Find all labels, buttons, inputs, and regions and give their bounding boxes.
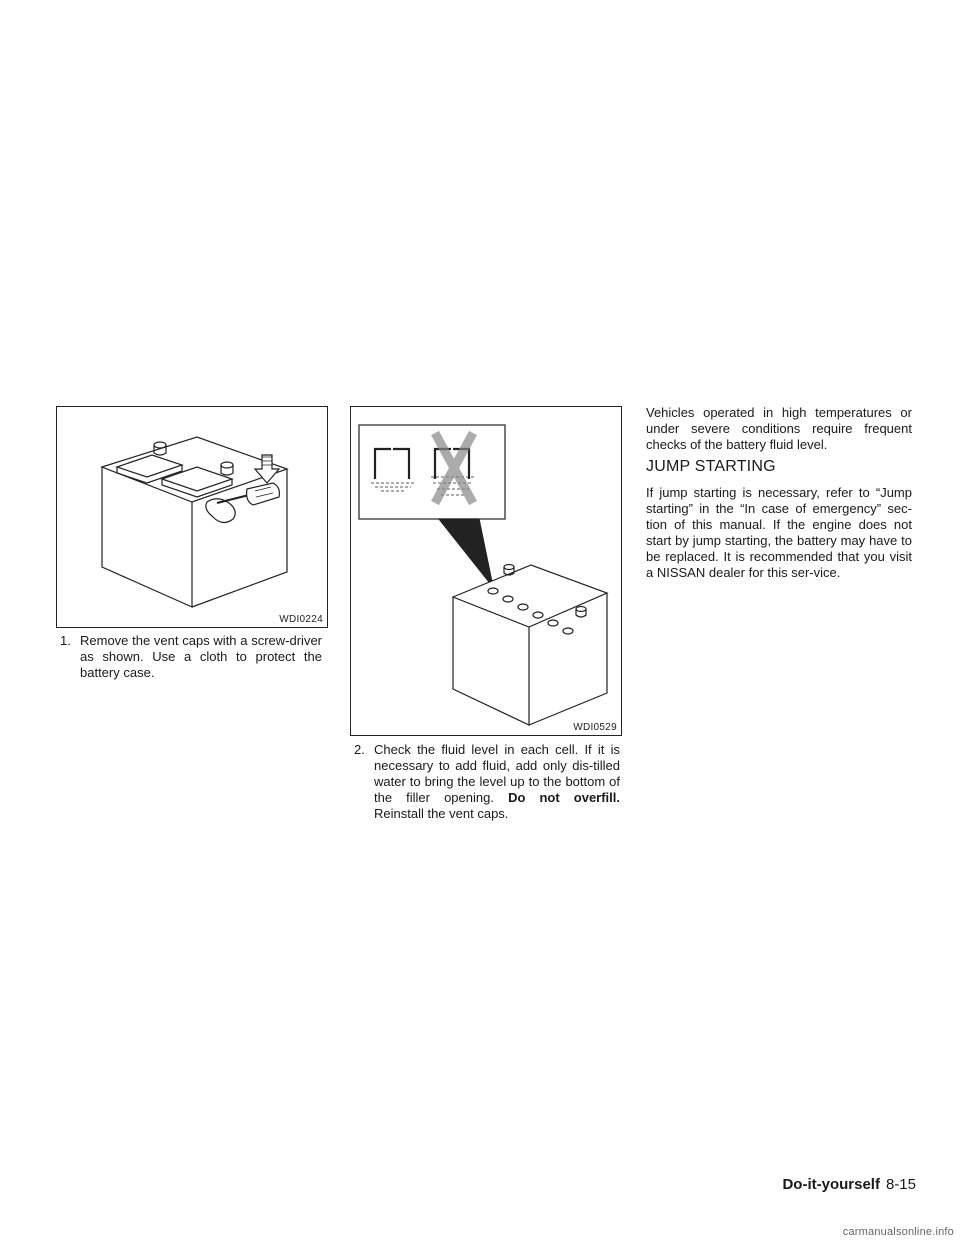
step-text: Check the fluid level in each cell. If it is necessary to add fluid, add only dis-tilled water to bring the level up to the bottom of the filler opening. <box>374 742 620 805</box>
step-2 <box>354 742 620 822</box>
page-footer <box>782 1176 916 1193</box>
page-number: 8-15 <box>885 1176 916 1193</box>
figure-battery-vent-cap-removal <box>56 406 328 628</box>
step-number: 1. <box>60 633 71 648</box>
section-heading: JUMP STARTING <box>646 458 776 475</box>
figure-code: WDI0529 <box>573 722 617 733</box>
step-text: Remove the vent caps with a screw-driver as shown. Use a cloth to protect the battery case. <box>80 633 322 680</box>
figure-code: WDI0224 <box>279 614 323 625</box>
footer-section: Do-it-yourself <box>782 1176 880 1193</box>
jump-starting-paragraph: If jump starting is necessary, refer to “Jump starting” in the “In case of emergency” sec-tion of this manual. If the engine does not start by jump starting, the battery may have to be replaced. It is recommended that you visit a NISSAN dealer for this ser-vice. <box>646 485 912 580</box>
watermark: carmanualsonline.info <box>842 1226 954 1238</box>
figure-battery-fluid-level <box>350 406 622 736</box>
battery-screwdriver-illustration <box>57 407 327 627</box>
intro-paragraph: Vehicles operated in high temperatures or under severe conditions require frequent checks of the battery fluid level. <box>646 405 912 452</box>
step-emphasis: Do not overfill. <box>508 790 621 805</box>
battery-fluid-level-illustration <box>351 407 621 735</box>
step-number: 2. <box>354 742 365 757</box>
step-text-after: Reinstall the vent caps. <box>374 806 509 821</box>
step-1 <box>60 633 322 681</box>
